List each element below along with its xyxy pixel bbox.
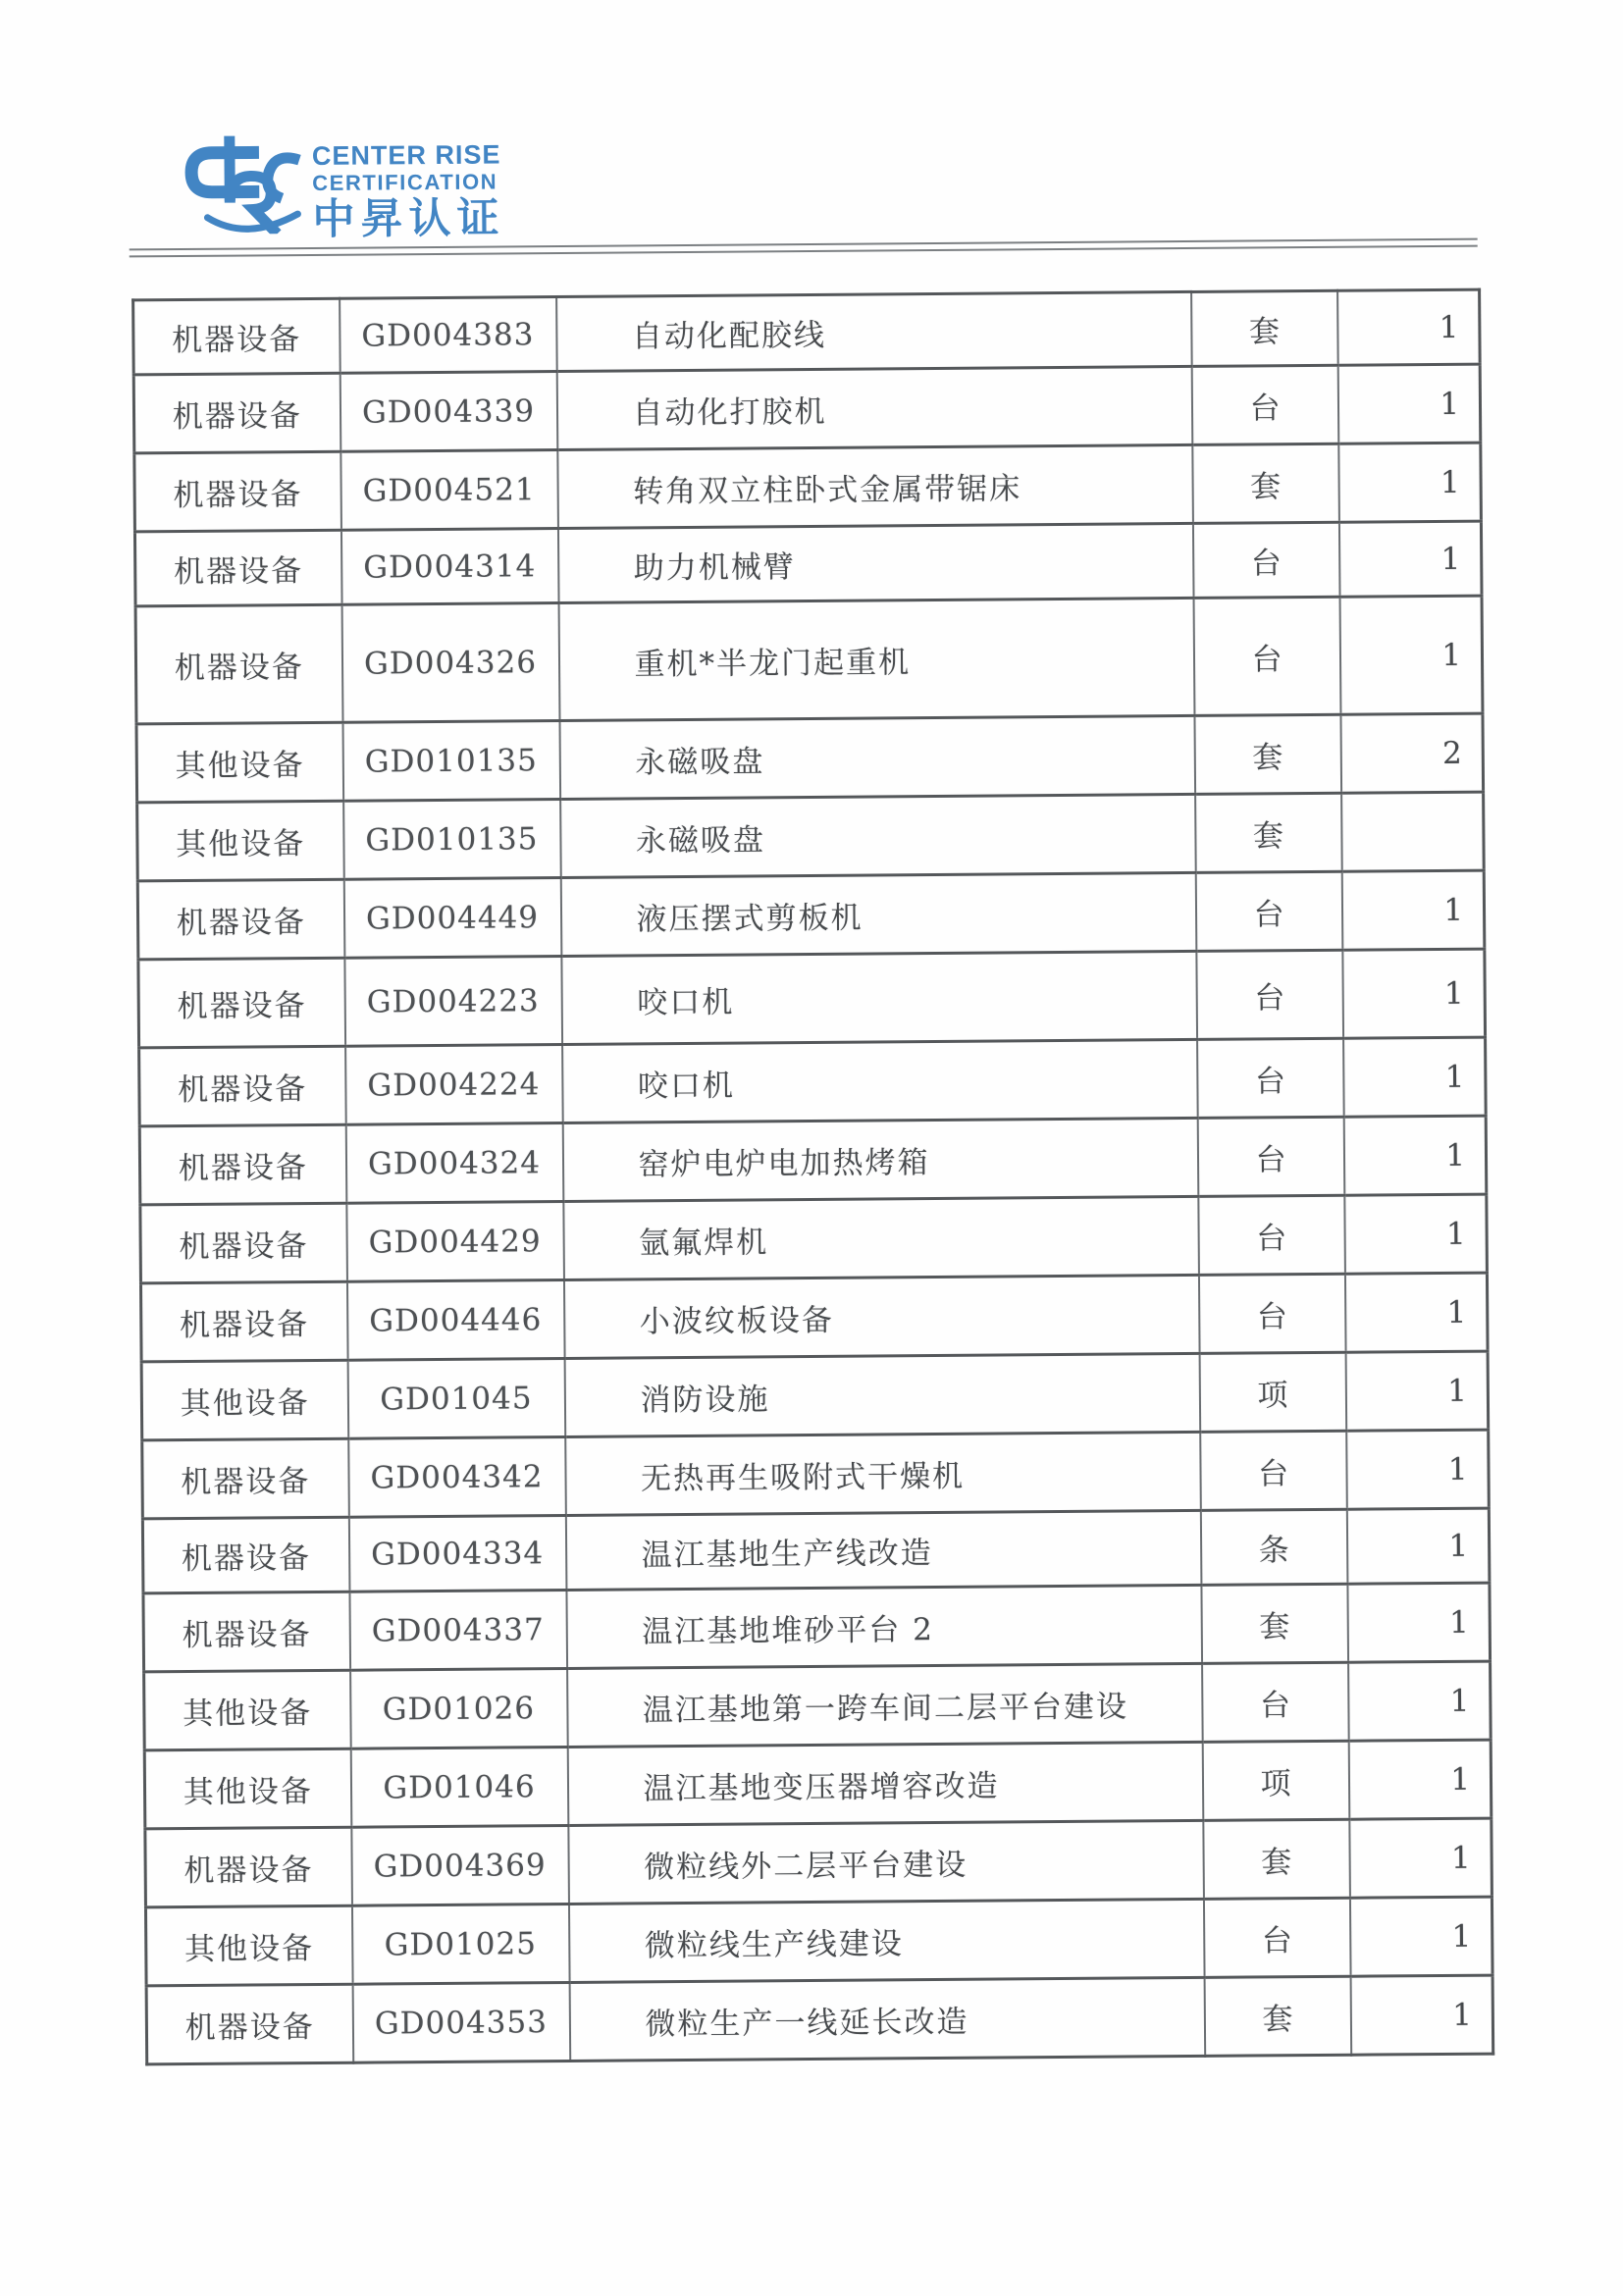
unit-cell: 台 — [1200, 1431, 1347, 1510]
quantity-cell: 1 — [1343, 1037, 1487, 1117]
unit-cell: 台 — [1198, 1274, 1345, 1353]
quantity-cell: 1 — [1337, 289, 1481, 365]
table-row — [141, 1351, 1489, 1440]
asset-code-cell: GD004223 — [344, 957, 562, 1047]
category-cell: 其他设备 — [144, 1748, 351, 1829]
equipment-name-cell: 温江基地生产线改造 — [565, 1510, 1201, 1590]
equipment-name-cell: 无热再生吸附式干燥机 — [565, 1432, 1201, 1515]
asset-code-cell: GD004334 — [348, 1515, 566, 1592]
quantity-cell: 1 — [1337, 364, 1481, 444]
unit-cell: 台 — [1195, 871, 1342, 951]
unit-cell: 台 — [1198, 1195, 1345, 1275]
unit-cell: 条 — [1200, 1509, 1347, 1585]
asset-code-cell: GD004224 — [345, 1044, 563, 1124]
category-cell: 机器设备 — [143, 1592, 350, 1672]
table-row — [136, 713, 1484, 803]
equipment-name-cell: 重机*半龙门起重机 — [558, 598, 1194, 720]
equipment-name-cell: 微粒线生产线建设 — [568, 1899, 1204, 1982]
unit-cell: 台 — [1202, 1662, 1349, 1742]
unit-cell: 套 — [1203, 1819, 1350, 1899]
category-cell: 机器设备 — [172, 322, 302, 359]
category-cell: 机器设备 — [142, 1517, 349, 1593]
equipment-name-cell: 微粒线外二层平台建设 — [568, 1820, 1204, 1904]
equipment-name-cell: 微粒生产一线延长改造 — [569, 1977, 1205, 2061]
equipment-name-cell: 温江基地变压器增容改造 — [567, 1742, 1203, 1825]
logo-line-center-rise: CENTER RISE — [311, 139, 501, 171]
asset-code-cell: GD01046 — [350, 1747, 568, 1827]
asset-code-cell: GD01045 — [347, 1358, 565, 1438]
table-row — [146, 1975, 1493, 2064]
asset-code-cell: GD004326 — [341, 603, 559, 723]
equipment-name-cell: 自动化配胶线 — [556, 291, 1192, 371]
category-cell: 机器设备 — [142, 1438, 349, 1519]
quantity-cell: 1 — [1344, 1194, 1488, 1274]
quantity-cell: 1 — [1343, 1116, 1487, 1195]
table-row — [142, 1508, 1490, 1593]
category-cell: 机器设备 — [134, 451, 341, 532]
equipment-name-cell: 转角双立柱卧式金属带锯床 — [557, 444, 1193, 528]
quantity-cell: 1 — [1346, 1430, 1490, 1509]
table-row — [142, 1430, 1490, 1519]
equipment-name-cell: 窑炉电炉电加热烤箱 — [562, 1118, 1198, 1201]
category-cell: 机器设备 — [139, 1124, 346, 1205]
equipment-table-wrap — [131, 288, 1494, 2066]
equipment-name-cell: 消防设施 — [564, 1353, 1200, 1436]
category-cell: 机器设备 — [139, 1046, 346, 1126]
equipment-name-cell: 小波纹板设备 — [563, 1275, 1199, 1358]
unit-cell: 台 — [1191, 365, 1338, 444]
equipment-name-cell: 永磁吸盘 — [560, 794, 1196, 877]
asset-code-cell: GD004342 — [348, 1436, 566, 1517]
asset-code-cell: GD004429 — [346, 1201, 564, 1281]
table-row — [144, 1661, 1492, 1750]
table-row — [140, 1194, 1488, 1283]
asset-code-cell: GD004353 — [352, 1982, 570, 2062]
unit-cell: 套 — [1201, 1584, 1348, 1663]
logo-text-block — [311, 139, 505, 244]
asset-code-cell: GD004383 — [340, 297, 557, 374]
table-row — [138, 949, 1486, 1048]
unit-cell: 台 — [1196, 950, 1343, 1039]
asset-code-cell: GD01026 — [350, 1668, 568, 1748]
equipment-name-cell: 咬口机 — [562, 1039, 1198, 1122]
table-row — [135, 596, 1483, 724]
equipment-name-cell: 助力机械臂 — [557, 523, 1193, 602]
equipment-name-cell: 氩氟焊机 — [563, 1196, 1199, 1279]
quantity-cell: 1 — [1348, 1661, 1492, 1741]
quantity-cell: 1 — [1346, 1508, 1490, 1584]
equipment-table-body — [133, 289, 1493, 2064]
unit-cell: 台 — [1197, 1038, 1344, 1118]
logo-line-chinese: 中昇认证 — [312, 193, 505, 244]
category-cell: 机器设备 — [134, 530, 341, 606]
equipment-name-cell: 温江基地第一跨车间二层平台建设 — [567, 1663, 1203, 1747]
unit-cell: 套 — [1194, 714, 1341, 794]
logo-line-certification: CERTIFICATION — [312, 169, 498, 195]
equipment-name-cell: 自动化打胶机 — [556, 366, 1192, 449]
quantity-cell: 2 — [1340, 713, 1484, 793]
table-row — [144, 1740, 1492, 1829]
category-cell: 其他设备 — [144, 1670, 351, 1750]
quantity-cell: 1 — [1341, 870, 1485, 950]
category-cell: 机器设备 — [146, 1984, 353, 2064]
unit-cell: 套 — [1192, 444, 1339, 523]
asset-code-cell: GD004446 — [346, 1279, 564, 1360]
unit-cell: 套 — [1204, 1976, 1351, 2056]
crc-logo-icon — [173, 131, 303, 235]
category-cell: 机器设备 — [140, 1281, 347, 1362]
table-row — [134, 443, 1482, 532]
table-row — [145, 1897, 1492, 1986]
table-row — [137, 870, 1485, 960]
quantity-cell: 1 — [1350, 1975, 1493, 2055]
unit-cell: 套 — [1195, 793, 1342, 872]
asset-code-cell: GD004369 — [351, 1825, 569, 1905]
table-row — [139, 1116, 1487, 1205]
table-row — [145, 1818, 1492, 1907]
quantity-cell: 1 — [1344, 1273, 1488, 1352]
asset-code-cell: GD004324 — [345, 1122, 563, 1203]
category-cell: 机器设备 — [140, 1203, 347, 1283]
table-row — [143, 1583, 1491, 1672]
quantity-cell: 1 — [1347, 1583, 1491, 1662]
table-row — [134, 521, 1482, 606]
equipment-table — [131, 288, 1494, 2066]
category-cell: 其他设备 — [136, 722, 343, 803]
equipment-name-cell: 液压摆式剪板机 — [560, 872, 1196, 956]
asset-code-cell: GD004314 — [340, 529, 558, 605]
unit-cell: 台 — [1203, 1898, 1350, 1977]
unit-cell: 台 — [1192, 522, 1339, 598]
quantity-cell: 1 — [1338, 443, 1482, 522]
table-row — [133, 289, 1481, 375]
equipment-name-cell: 永磁吸盘 — [559, 715, 1195, 799]
category-cell: 机器设备 — [135, 604, 342, 724]
quantity-cell: 1 — [1339, 596, 1483, 714]
asset-code-cell: GD01025 — [351, 1904, 569, 1984]
crc-logo — [173, 130, 505, 242]
unit-cell: 项 — [1199, 1352, 1346, 1432]
quantity-cell — [1341, 792, 1485, 871]
table-row — [140, 1273, 1488, 1362]
equipment-name-cell: 咬口机 — [561, 951, 1197, 1044]
asset-code-cell: GD010135 — [342, 721, 560, 802]
quantity-cell: 1 — [1338, 521, 1482, 597]
unit-cell: 台 — [1197, 1117, 1344, 1196]
asset-code-cell: GD004339 — [340, 372, 557, 452]
category-cell: 机器设备 — [145, 1827, 352, 1907]
asset-code-cell: GD004449 — [343, 878, 561, 959]
asset-code-cell: GD004521 — [340, 450, 558, 531]
unit-cell: 套 — [1191, 290, 1338, 366]
quantity-cell: 1 — [1345, 1351, 1489, 1431]
asset-code-cell: GD004337 — [349, 1590, 567, 1670]
equipment-name-cell: 温江基地堆砂平台 2 — [566, 1585, 1202, 1668]
asset-code-cell: GD010135 — [343, 800, 561, 880]
category-cell: 其他设备 — [141, 1360, 348, 1440]
category-cell: 机器设备 — [137, 879, 344, 960]
category-cell: 其他设备 — [137, 801, 344, 881]
table-row — [133, 364, 1481, 453]
category-cell: 其他设备 — [145, 1905, 352, 1986]
table-row — [139, 1037, 1487, 1126]
quantity-cell: 1 — [1348, 1740, 1492, 1819]
category-cell: 机器设备 — [133, 373, 340, 453]
quantity-cell: 1 — [1349, 1818, 1492, 1898]
table-row — [137, 792, 1485, 881]
quantity-cell: 1 — [1342, 949, 1486, 1038]
unit-cell: 台 — [1193, 597, 1340, 715]
category-cell: 机器设备 — [138, 958, 345, 1048]
unit-cell: 项 — [1202, 1741, 1349, 1820]
quantity-cell: 1 — [1349, 1897, 1492, 1976]
